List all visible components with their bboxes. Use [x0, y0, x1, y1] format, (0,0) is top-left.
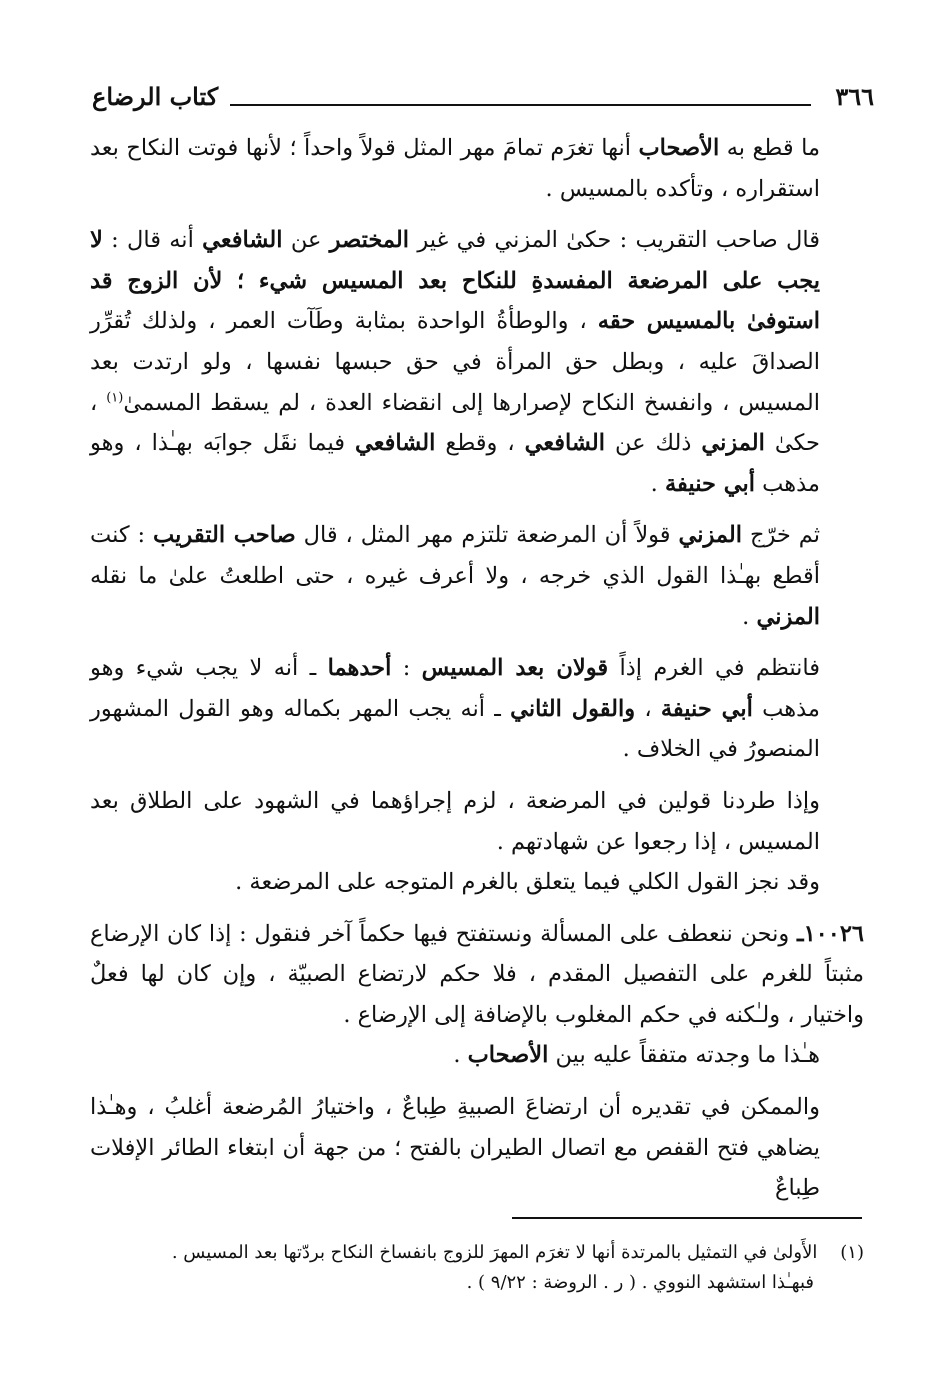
text-run: والممكن في تقديره أن ارتضاعَ الصبيةِ طِباعٌ ، واختيارُ المُرضعة أغلبُ ، وهـٰذا يضاهي فتح القفص مع اتصال الطيران بالفتح ؛ من جهة أن ابتغاء الطائر الإفلات طِباعٌ: [90, 1094, 820, 1202]
bold-term: أحدهما: [327, 655, 392, 682]
text-run: : كنت أقطع بهـٰذا القول الذي خرجه ، ولا أعرف غيره ، حتى اطلعتُ علىٰ ما نقله: [90, 522, 820, 589]
paragraph: [90, 515, 864, 637]
bold-term: أبي حنيفة: [660, 695, 753, 722]
bold-term: أبي حنيفة: [664, 470, 756, 497]
text-run: أنها تغرَم تمامَ مهر المثل قولاً واحداً ؛ لأنها فوتت النكاح بعد استقراره ، وتأكده بالمسيس .: [90, 135, 820, 202]
footnote-rule: [512, 1217, 862, 1219]
text-run: قولاً أن المرضعة تلتزم مهر المثل ، قال: [295, 522, 679, 549]
paragraph: [90, 914, 864, 1036]
bold-term: الشافعي: [202, 227, 283, 254]
text-run: قال صاحب التقريب : حكىٰ المزني في غير: [409, 227, 821, 254]
bold-term: المزني: [678, 522, 743, 549]
footnote-marker: (١): [840, 1242, 864, 1263]
paragraph: [90, 862, 864, 903]
page-number: ٣٦٦: [835, 81, 874, 111]
text-run: ـ أنه يجب المهر بكماله وهو القول المشهور المنصورُ في الخلاف .: [90, 695, 820, 763]
text-run: ـ أنه لا يجب شيء وهو مذهب: [90, 655, 820, 722]
paragraph: [90, 781, 864, 862]
text-run: ، والوطأةُ الواحدة بمثابة وطَآت العمر ، ولذلك تُقرِّر الصداقَ عليه ، وبطل حق المرأة في حق حبسها نفسها ، ولو ارتدت بعد المسيس ، وانفسخ النكاح لإصرارها إلى انقضاء العدة ، لم يسقط المسمىٰ: [90, 308, 820, 416]
bold-term: المزني: [701, 430, 765, 457]
bold-term: والقول الثاني: [510, 695, 636, 722]
header-rule: [230, 104, 811, 106]
page-header: [92, 78, 874, 114]
footnote-line-2: [90, 1268, 864, 1298]
paragraph: [90, 1035, 864, 1076]
bold-term: قولان بعد المسيس: [421, 655, 609, 682]
text-run: ما قطع به: [719, 135, 820, 161]
bold-term: الأصحاب: [467, 1042, 549, 1069]
bold-term: صاحب التقريب: [153, 522, 296, 549]
text-run: ،: [635, 695, 661, 722]
text-run: ، حكىٰ: [90, 389, 820, 457]
text-run: فيما نقَل جوابَه بهـٰذا ، وهو مذهب: [90, 430, 820, 497]
text-run: ذلك عن: [605, 430, 702, 457]
text-run: هـٰذا ما وجدته متفقاً عليه بين: [548, 1042, 820, 1069]
paragraph: [90, 220, 864, 504]
text-run: وقد نجز القول الكلي فيما يتعلق بالغرم المتوجه على المرضعة .: [235, 869, 820, 896]
text-run: .: [742, 603, 757, 630]
text-run: .: [453, 1042, 468, 1069]
text-run: فانتظم في الغرم إذاً: [608, 655, 820, 682]
text-run: .: [650, 470, 665, 497]
paragraph: [90, 1087, 864, 1209]
bold-term: الشافعي: [524, 430, 606, 457]
paragraph: [90, 648, 864, 770]
text-run: ونحن ننعطف على المسألة ونستفتح فيها حكماً آخر فنقول : إذا كان الإرضاع مثبتاً للغرم على التفصيل المقدم ، فلا حكم لارتضاع الصبيّة ، وإن كان لها فعلٌ واختيار ، ولـٰكنه في حكم المغلوب بالإضافة إلى الإرضاع .: [90, 920, 864, 1028]
book-title: كتاب الرضاع: [92, 81, 219, 111]
bold-term: لا يجب على المرضعة المفسدةِ للنكاح بعد المسيس شيء ؛ لأن الزوج قد استوفىٰ بالمسيس حقه: [90, 227, 820, 335]
main-text: [90, 128, 864, 1209]
bold-term: ١٠٠٢٦ـ: [796, 920, 864, 947]
bold-term: الشافعي: [354, 430, 436, 457]
text-run: ، وقطع: [435, 430, 525, 457]
footnote: [90, 1238, 864, 1298]
paragraph: [90, 128, 864, 209]
text-run: وإذا طردنا قولين في المرضعة ، لزم إجراؤهما في الشهود على الطلاق بعد المسيس ، إذا رجعوا عن شهادتهم .: [90, 787, 820, 855]
bold-term: المزني: [756, 603, 820, 630]
footnote-line-1: [90, 1238, 864, 1268]
text-run: عن: [282, 227, 330, 254]
footnote-ref: (١): [106, 390, 124, 406]
text-run: أنه قال :: [102, 227, 203, 254]
bold-term: المختصر: [329, 227, 410, 254]
text-run: :: [391, 655, 422, 682]
text-run: ثم خرّج: [742, 522, 820, 549]
footnote-text-2: فبهـٰذا استشهد النووي . ( ر . الروضة : ٩/٢٢ ) .: [466, 1272, 814, 1293]
footnote-text-1: الأَولىٰ في التمثيل بالمرتدة أنها لا تغرَم المهرَ للزوج بانفساخ النكاح بردّتها بعد المسيس .: [171, 1242, 818, 1263]
bold-term: الأصحاب: [638, 135, 720, 161]
